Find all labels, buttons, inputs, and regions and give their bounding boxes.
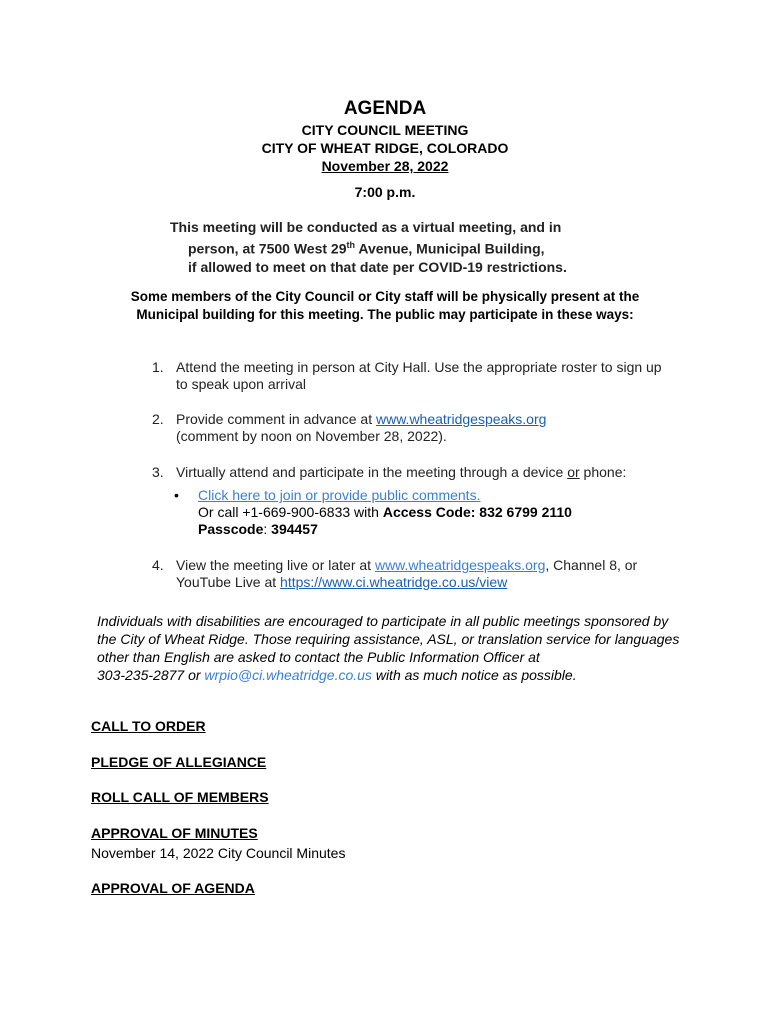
join-bullet xyxy=(174,487,674,547)
list-number: 3. xyxy=(152,464,164,480)
list-item-view xyxy=(152,557,712,597)
view-text-pre: View the meeting live or later at xyxy=(176,557,375,573)
view-text-mid: , Channel 8, or YouTube Live at xyxy=(176,557,638,590)
meeting-type: CITY COUNCIL MEETING xyxy=(301,122,469,138)
list-item-virtual xyxy=(152,464,692,484)
heading-pledge: PLEDGE OF ALLEGIANCE xyxy=(91,754,267,770)
heading-approval-agenda: APPROVAL OF AGENDA xyxy=(91,880,255,896)
address-post: Avenue, Municipal Building, xyxy=(354,240,545,257)
access-code: Access Code: 832 6799 2110 xyxy=(382,504,572,520)
disabilities-notice xyxy=(97,612,687,684)
comment-text-pre: Provide comment in advance at xyxy=(176,411,376,427)
ordinal-suffix: th xyxy=(346,240,355,250)
list-number: 2. xyxy=(152,411,164,427)
passcode-label: Passcode xyxy=(198,521,264,537)
bullet-dot: • xyxy=(174,487,179,503)
minutes-item: November 14, 2022 City Council Minutes xyxy=(91,845,346,861)
virtual-notice-line1: This meeting will be conducted as a virtual meeting, and in xyxy=(170,219,562,235)
virtual-text-pre: Virtually attend and participate in the meeting through a device xyxy=(176,464,568,480)
wheatridgespeaks-link[interactable]: www.wheatridgespeaks.org xyxy=(376,411,547,427)
virtual-notice-line2 xyxy=(170,236,620,258)
virtual-notice-line3: if allowed to meet on that date per COVID-19 restrictions. xyxy=(188,258,567,275)
present-notice: Some members of the City Council or City staff will be physically present at the Municipal building for this meeting. The public may participate in these ways: xyxy=(130,289,640,322)
list-item-attend xyxy=(152,359,692,399)
call-text: Or call +1-669-900-6833 with xyxy=(198,504,383,520)
youtube-view-link[interactable]: https://www.ci.wheatridge.co.us/view xyxy=(280,574,508,590)
virtual-meeting-notice xyxy=(170,218,620,276)
list-number: 4. xyxy=(152,557,164,573)
bullet-text xyxy=(198,487,658,538)
heading-call-to-order: CALL TO ORDER xyxy=(91,718,206,734)
or-underlined: or xyxy=(567,464,580,480)
virtual-text-post: phone: xyxy=(579,464,627,480)
list-number: 1. xyxy=(152,359,164,375)
list-text xyxy=(176,411,676,445)
list-text xyxy=(176,557,656,591)
city-name: CITY OF WHEAT RIDGE, COLORADO xyxy=(261,140,509,156)
list-text: Attend the meeting in person at City Hall. Use the appropriate roster to sign up to speak upon arrival xyxy=(176,359,662,392)
heading-approval-minutes: APPROVAL OF MINUTES xyxy=(91,825,258,841)
comment-deadline: (comment by noon on November 28, 2022). xyxy=(176,428,447,444)
list-item-comment xyxy=(152,411,692,451)
meeting-date: November 28, 2022 xyxy=(321,158,449,174)
meeting-time: 7:00 p.m. xyxy=(354,184,416,200)
page-title: AGENDA xyxy=(343,98,427,119)
passcode-value: 394457 xyxy=(271,521,318,537)
wheatridgespeaks-link-2[interactable]: www.wheatridgespeaks.org xyxy=(374,557,546,573)
heading-roll-call: ROLL CALL OF MEMBERS xyxy=(91,789,269,805)
join-meeting-link[interactable]: Click here to join or provide public comments. xyxy=(198,487,481,503)
pio-email-link[interactable]: wrpio@ci.wheatridge.co.us xyxy=(204,667,372,683)
list-text xyxy=(176,464,696,481)
disabilities-text: Individuals with disabilities are encouraged to participate in all public meetings sponsored by the City of Wheat Ridge. Those requiring assistance, ASL, or translation service for languages other than English are asked to contact the Public Information Officer at xyxy=(97,613,680,665)
address-pre: person, at 7500 West 29 xyxy=(188,240,347,257)
passcode-sep: : xyxy=(263,521,272,537)
disabilities-text-post: with as much notice as possible. xyxy=(371,667,577,683)
pio-phone: 303-235-2877 or xyxy=(97,667,205,683)
